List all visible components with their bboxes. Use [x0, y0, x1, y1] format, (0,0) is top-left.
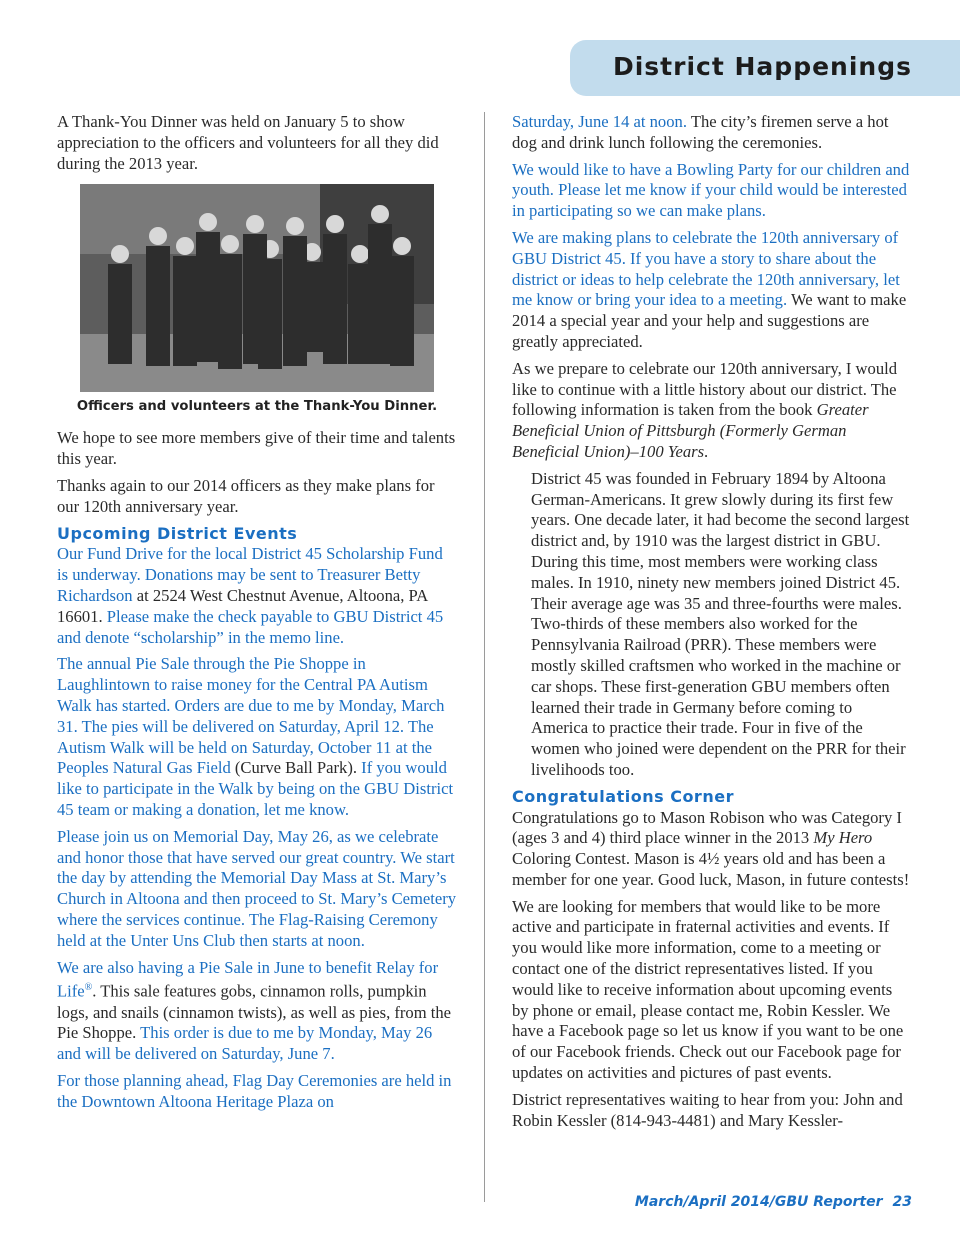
left-column — [57, 112, 457, 1119]
group-photo — [80, 184, 434, 392]
history-intro: As we prepare to celebrate our 120th anniversary, I would like to continue with a little history about our district. The following information is taken from the book — [512, 358, 898, 420]
june-pie-sale-dates: This order is due to me by Monday, May 26 and will be delivered on Saturday, June 7. — [57, 1023, 433, 1064]
representatives-paragraph: District representatives waiting to hear from you: John and Robin Kessler (814-943-4481) and Mary Kessler- — [512, 1089, 903, 1130]
congratulations-paragraph — [512, 808, 912, 891]
page-number: 23 — [892, 1194, 912, 1210]
congratulations-details: Coloring Contest. Mason is 4½ years old and has been a member for one year. Good luck, Mason, in future contests! — [512, 849, 910, 889]
hope-paragraph: We hope to see more members give of their time and talents this year. — [57, 428, 456, 469]
section-title: District Happenings — [612, 52, 912, 81]
june-pie-sale-items: . This sale features gobs, cinnamon rolls, pumpkin logs, and snails (cinnamon twists), as well as pies, from the Pie Shoppe. — [57, 981, 452, 1043]
members-paragraph: We are looking for members that would like to be more active and participate in fraternal activities and events. If you would like more information, come to a meeting or contact one of the district representatives listed. If you would like to receive information about upcoming events by phone or email, please contact me, Robin Kessler. We have a Facebook page so let us know if you want to be one of our Facebook friends. Check out our Facebook page for updates on activities and pictures of past events. — [512, 896, 904, 1083]
flag-day-lunch: The city’s firemen serve a hot dog and drink lunch following the ceremonies. — [512, 112, 889, 152]
june-pie-sale-paragraph — [57, 958, 457, 1066]
fund-drive-address: at 2524 West Chestnut Avenue, Altoona, PA 16601. — [57, 585, 428, 626]
section-header — [570, 40, 960, 96]
photo-caption: Officers and volunteers at the Thank-You Dinner. — [76, 399, 438, 415]
flag-day-paragraph: For those planning ahead, Flag Day Ceremonies are held in the Downtown Altoona Heritage Plaza on — [57, 1071, 452, 1111]
june-pie-sale-intro: We are also having a Pie Sale in June to benefit Relay for Life — [57, 957, 439, 1001]
fund-drive-paragraph — [57, 544, 457, 648]
fund-drive-text: Our Fund Drive for the local District 45 Scholarship Fund is underway. Donations may be sent to Treasurer Betty Richardson — [57, 544, 443, 605]
flag-day-continued-paragraph — [512, 112, 912, 154]
history-paragraph — [512, 359, 912, 463]
pie-sale-participate: If you would like to participate in the Walk by being on the GBU District 45 team or making a donation, let me know. — [57, 758, 454, 819]
history-quote: District 45 was founded in February 1894 by Altoona German-Americans. It grew slowly during its first few years. One decade later, it had become the second largest district and, by 1910 was the largest district in GBU. During this time, most members were working class males. In 1910, ninety new members joined District 45. Their average age was 35 and three-fourths were males. Two-thirds of these members also worked for the Pennsylvania Railroad (PRR). These members were mostly skilled craftsmen who worked in the machine or car shops. These first-generation GBU members often learned their trade in Germany before coming to America to practice their trade. Four in five of the women who joined were dependent on the PRR for their livelihoods too. — [531, 468, 910, 779]
pie-sale-paragraph — [57, 654, 457, 820]
anniversary-paragraph — [512, 228, 912, 353]
bowling-party-paragraph: We would like to have a Bowling Party for our children and youth. Please let me know if your child would be interested in participating so we can make plans. — [512, 159, 910, 221]
pie-sale-venue: (Curve Ball Park). — [230, 758, 362, 778]
upcoming-events-heading: Upcoming District Events — [57, 523, 298, 543]
group-photo-image — [80, 184, 434, 392]
thank-you-dinner-paragraph: A Thank-You Dinner was held on January 5 to show appreciation to the officers and volunteers for all they did during the 2013 year. — [57, 112, 439, 173]
column-divider — [484, 112, 485, 1202]
registered-mark: ® — [84, 982, 93, 994]
right-column — [512, 112, 912, 1137]
anniversary-appreciation: We want to make 2014 a special year and your help and suggestions are greatly appreciated. — [512, 290, 907, 351]
history-end: . — [704, 441, 709, 461]
fund-drive-instructions: Please make the check payable to GBU District 45 and denote “scholarship” in the memo line. — [57, 606, 444, 647]
memorial-day-paragraph: Please join us on Memorial Day, May 26, as we celebrate and honor those that have served our great country. We start the day by attending the Memorial Day Mass at St. Mary’s Church in Altoona and then proceed to St. Mary’s Cemetery where the services continue. The Flag-Raising Ceremony held at the Unter Uns Club then starts at noon. — [57, 826, 457, 950]
officers-paragraph: Thanks again to our 2014 officers as they make plans for our 120th anniversary year. — [57, 475, 435, 516]
anniversary-plans: We are making plans to celebrate the 120th anniversary of GBU District 45. If you have a story to share about the district or ideas to help celebrate the 120th anniversary, let me know or bring your idea to a meeting. — [512, 227, 900, 310]
contest-name: My Hero — [813, 828, 873, 848]
history-book-title: Greater Beneficial Union of Pittsburgh (Formerly German Beneficial Union)–100 Years — [512, 400, 869, 461]
congratulations-heading: Congratulations Corner — [512, 786, 734, 806]
footer-issue: March/April 2014/GBU Reporter — [634, 1194, 883, 1210]
pie-sale-text: The annual Pie Sale through the Pie Shoppe in Laughlintown to raise money for the Central PA Autism Walk has started. Orders are due to me by Monday, March 31. The pies will be delivered on Saturday, April 12. The Autism Walk will be held on Saturday, October 11 at the Peoples Natural Gas Field — [57, 654, 445, 778]
congratulations-intro: Congratulations go to Mason Robison who was Category I (ages 3 and 4) third place winner in the 2013 — [512, 807, 902, 848]
page-footer — [635, 1194, 912, 1210]
flag-day-date: Saturday, June 14 at noon. — [512, 112, 687, 131]
